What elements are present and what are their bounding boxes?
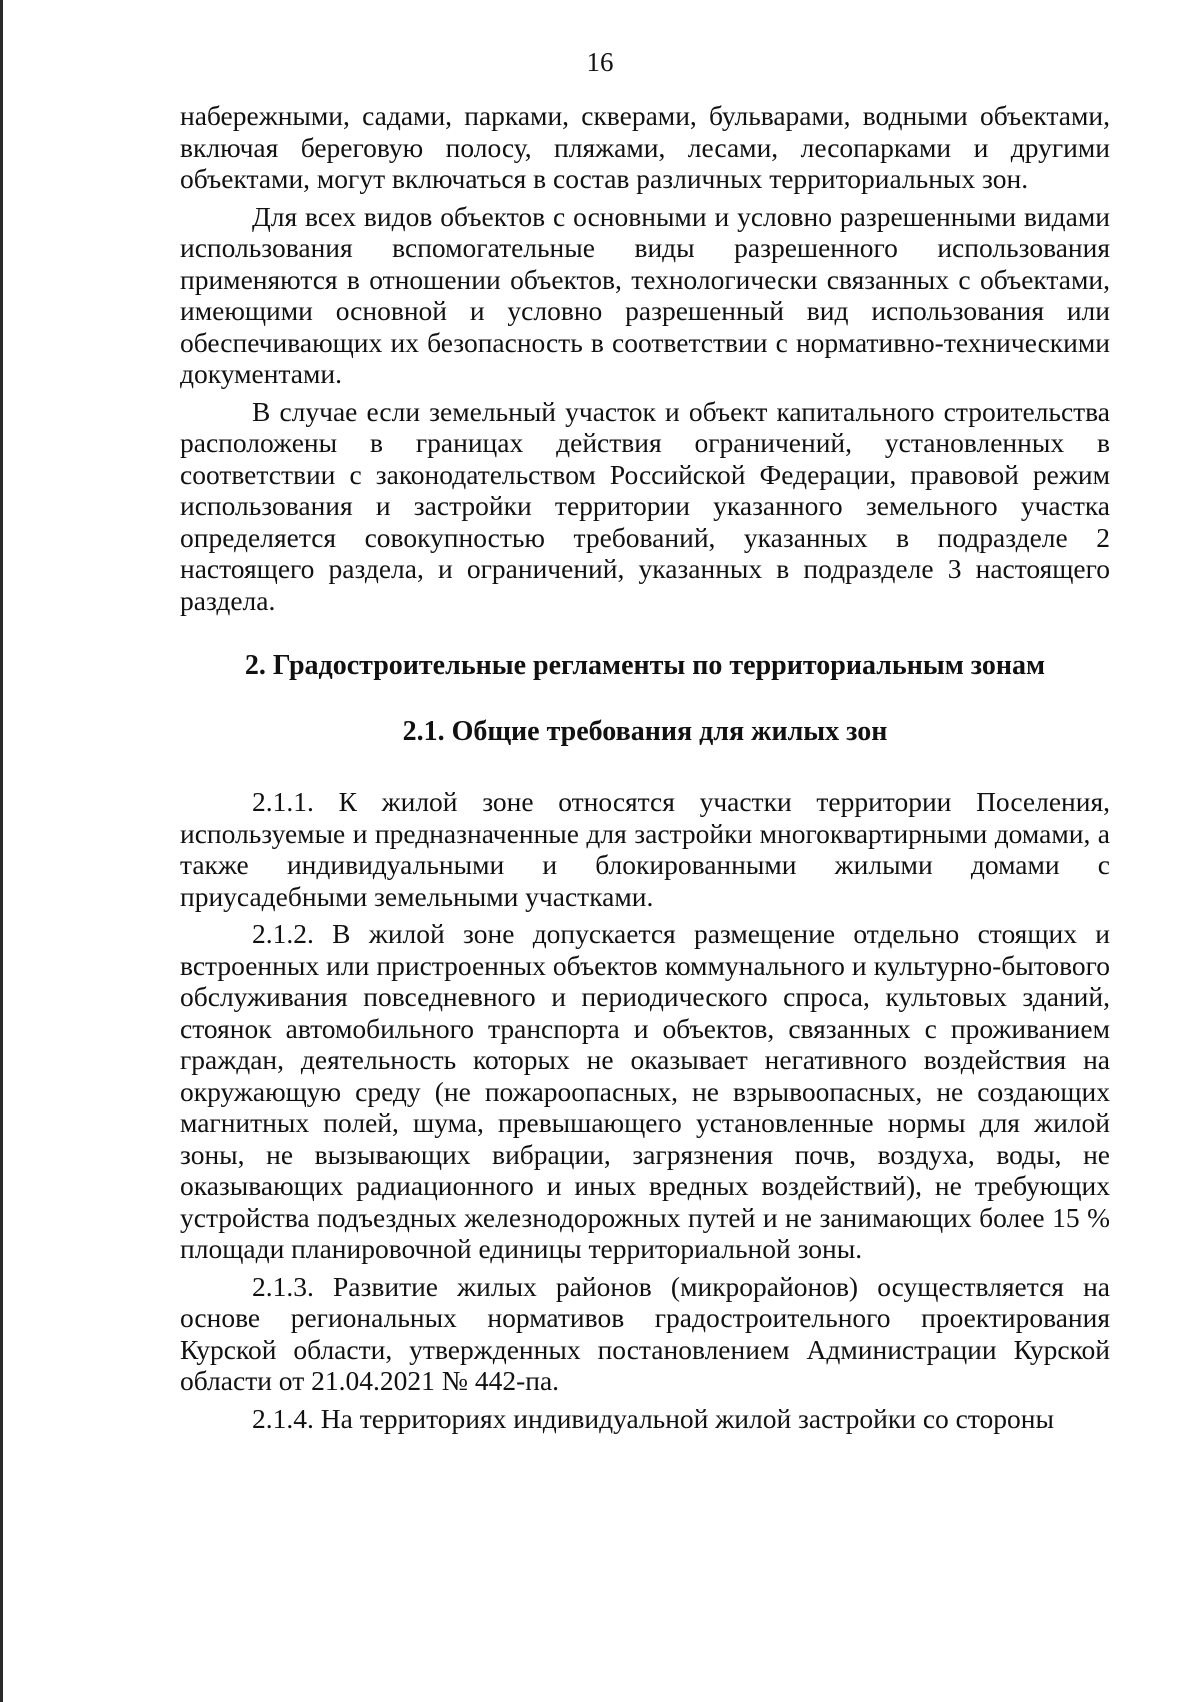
paragraph-2-1-1: 2.1.1. К жилой зоне относятся участки территории Поселения, используемые и предназначенные для застройки многоквартирными домами, а также индивидуальными и блокированными жилыми домами с приусадебными земельными участками. — [180, 786, 1110, 912]
document-body — [180, 100, 1110, 1440]
paragraph-2-1-2: 2.1.2. В жилой зоне допускается размещение отдельно стоящих и встроенных или пристроенных объектов коммунального и культурно-бытового обслуживания повседневного и периодического спроса, культовых зданий, стоянок автомобильного транспорта и объектов, связанных с проживанием граждан, деятельность которых не оказывает негативного воздействия на окружающую среду (не пожароопасных, не взрывоопасных, не создающих магнитных полей, шума, превышающего установленные нормы для жилой зоны, не вызывающих вибрации, загрязнения почв, воздуха, воды, не оказывающих радиационного и иных вредных воздействий), не требующих устройства подъездных железнодорожных путей и не занимающих более 15 % площади планировочной единицы территориальной зоны. — [180, 918, 1110, 1264]
subsection-heading: 2.1. Общие требования для жилых зон — [402, 716, 888, 747]
paragraph-auxiliary-uses: Для всех видов объектов с основными и условно разрешенными видами использования вспомогательные виды разрешенного использования применяются в отношении объектов, технологически связанных с объектами, имеющими основной и условно разрешенный вид использования или обеспечивающих их безопасность в соответствии с нормативно-техническими документами. — [180, 200, 1110, 389]
section-heading: 2. Градостроительные регламенты по территориальным зонам — [244, 650, 1046, 681]
paragraph-continuation: набережными, садами, парками, скверами, бульварами, водными объектами, включая береговую полосу, пляжами, лесами, лесопарками и другими объектами, могут включаться в состав различных территориальных зон. — [180, 100, 1110, 194]
scan-edge-line — [0, 0, 3, 1702]
page-number: 16 — [586, 47, 614, 77]
paragraph-2-1-3: 2.1.3. Развитие жилых районов (микрорайонов) осуществляется на основе региональных нормативов градостроительного проектирования Курской области, утвержденных постановлением Администрации Курской области от 21.04.2021 № 442-па. — [180, 1270, 1110, 1396]
paragraph-2-1-4: 2.1.4. На территориях индивидуальной жилой застройки со стороны — [252, 1402, 1054, 1434]
paragraph-restrictions: В случае если земельный участок и объект капитального строительства расположены в границах действия ограничений, установленных в соответствии с законодательством Российской Федерации, правовой режим использования и застройки территории указанного земельного участка определяется совокупностью требований, указанных в подразделе 2 настоящего раздела, и ограничений, указанных в подразделе 3 настоящего раздела. — [180, 395, 1110, 616]
